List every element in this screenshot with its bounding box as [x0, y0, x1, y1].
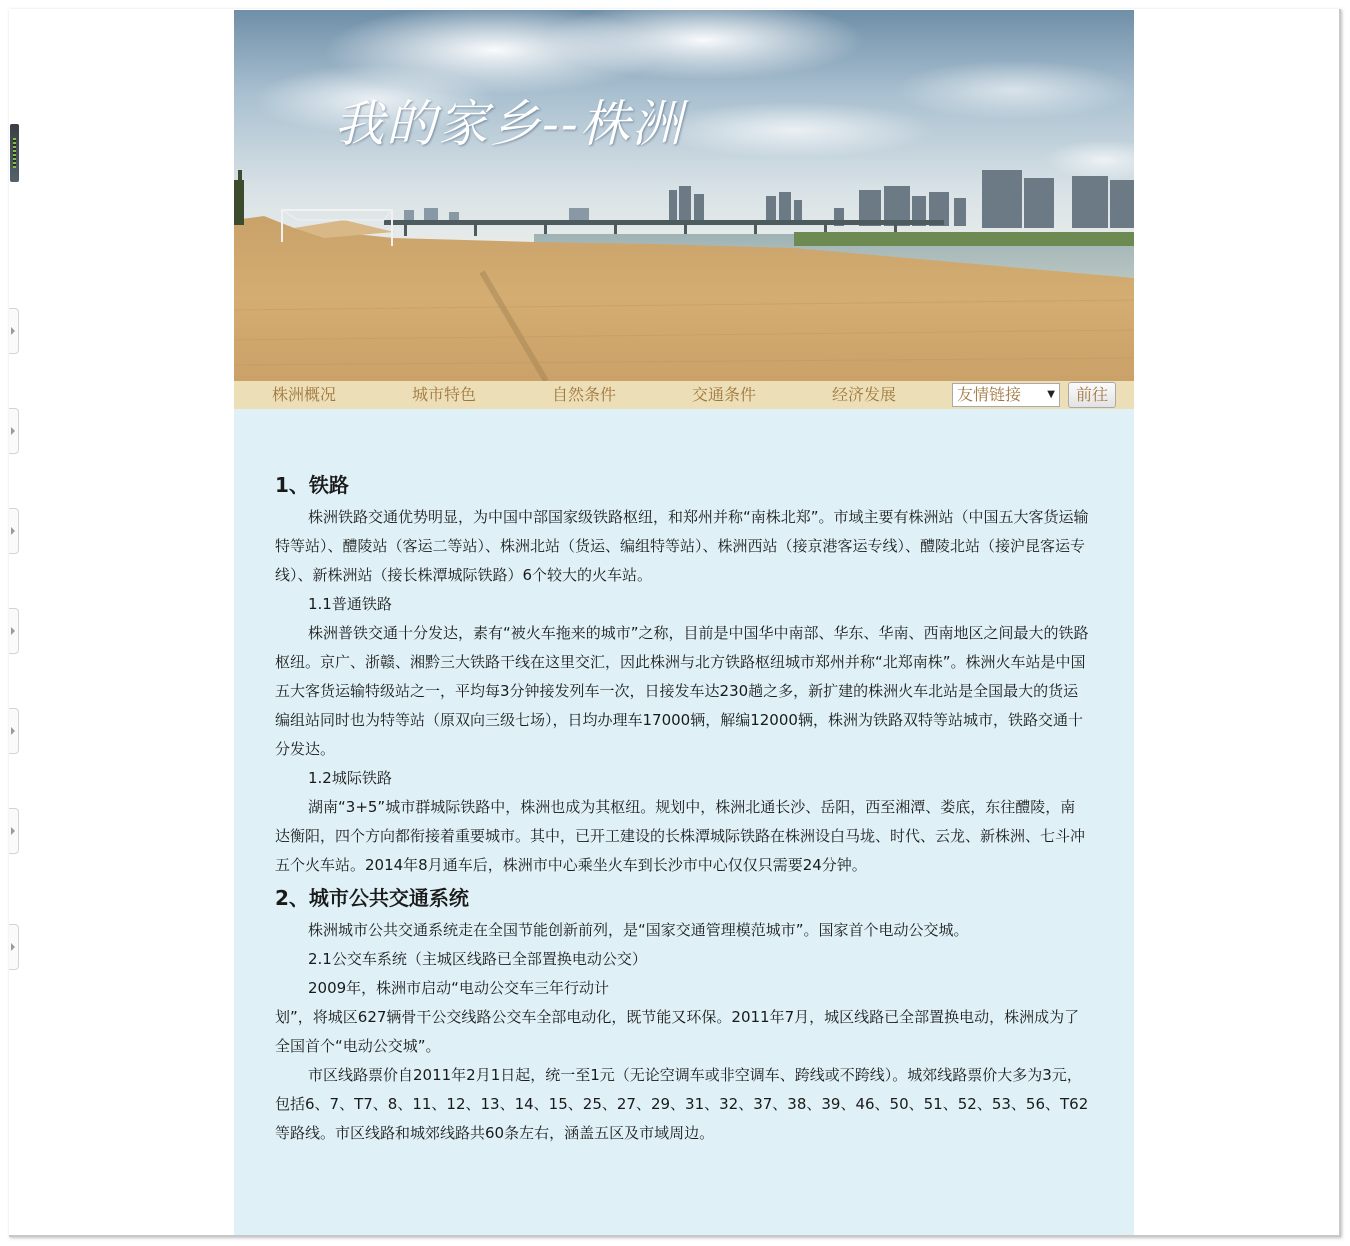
header-banner — [234, 10, 1134, 381]
main-navigation — [234, 381, 1134, 409]
ordinary-railway-paragraph: 株洲普铁交通十分发达，素有“被火车拖来的城市”之称，目前是中国华中南部、华东、华南、西南地区之间最大的铁路枢纽。京广、浙赣、湘黔三大铁路干线在这里交汇，因此株洲与北方铁路枢纽城市郑州并称“北郑南株”。株洲火车站是中国五大客货运输特级站之一，平均每3分钟接发列车一次，日接发车达230趟之多，新扩建的株洲火车北站是全国最大的货运编组站同时也为特等站（原双向三级七场），日均办理车17000辆，解编12000辆，株洲为铁路双特等站城市，铁路交通十分发达。 — [275, 624, 1089, 758]
nav-item-overview[interactable]: 株洲概况 — [271, 385, 336, 404]
intercity-railway-paragraph: 湖南“3+5”城市群城际铁路中，株洲也成为其枢纽。规划中，株洲北通长沙、岳阳，西至湘潭、娄底，东往醴陵，南达衡阳，四个方向都衔接着重要城市。其中，已开工建设的长株潭城际铁路在株洲设白马垅、时代、云龙、新株洲、七斗冲五个火车站。2014年8月通车后，株洲市中心乘坐火车到长沙市中心仅仅只需要24分钟。 — [275, 798, 1086, 874]
page-container — [234, 10, 1134, 1235]
railway-intro-paragraph: 株洲铁路交通优势明显，为中国中部国家级铁路枢纽，和郑州并称“南株北郑”。市域主要有株洲站（中国五大客货运输特等站）、醴陵站（客运二等站）、株洲北站（货运、编组特等站）、株洲西站（接京港客运专线）、醴陵北站（接沪昆客运专线）、新株洲站（接长株潭城际铁路）6个较大的火车站。 — [275, 508, 1089, 584]
dropdown-arrow-icon: ▼ — [1047, 389, 1055, 400]
nav-item-city-features[interactable]: 城市特色 — [411, 385, 476, 404]
go-button[interactable]: 前往 — [1068, 382, 1116, 408]
gutter-expand-tab[interactable] — [9, 508, 19, 554]
nav-item-natural-conditions[interactable]: 自然条件 — [551, 385, 616, 404]
left-gutter — [0, 0, 20, 1246]
subheading-intercity-railway: 1.2城际铁路 — [308, 769, 392, 787]
banner-landscape-image — [234, 10, 1134, 381]
bus-fare-paragraph: 市区线路票价自2011年2月1日起，统一至1元（无论空调车或非空调车、跨线或不跨线）。城郊线路票价大多为3元，包括6、7、T7、8、11、12、13、14、15、25、27、29、31、32、37、38、39、46、50、51、52、53、56、T62等路线。市区线路和城郊线路共60条左右，涵盖五区及市域周边。 — [275, 1066, 1089, 1142]
nav-item-economy[interactable]: 经济发展 — [831, 385, 896, 404]
gutter-expand-tab[interactable] — [9, 408, 19, 454]
banner-title: 我的家乡--株洲 — [334, 95, 684, 153]
subheading-bus-system: 2.1公交车系统（主城区线路已全部置换电动公交） — [308, 950, 647, 968]
friend-links-selected-value: 友情链接 — [957, 385, 1022, 404]
public-transit-intro-paragraph: 株洲城市公共交通系统走在全国节能创新前列，是“国家交通管理模范城市”。国家首个电动公交城。 — [308, 921, 969, 939]
bus-system-paragraph-line1: 2009年，株洲市启动“电动公交车三年行动计 — [308, 979, 609, 997]
gutter-expand-tab[interactable] — [9, 924, 19, 970]
gutter-expand-tab[interactable] — [9, 608, 19, 654]
gutter-handle[interactable] — [10, 124, 19, 182]
subheading-ordinary-railway: 1.1普通铁路 — [308, 595, 392, 613]
gutter-expand-tab[interactable] — [9, 308, 19, 354]
gutter-expand-tab[interactable] — [9, 708, 19, 754]
gutter-expand-tab[interactable] — [9, 808, 19, 854]
friend-links-select[interactable] — [952, 383, 1060, 407]
bus-system-paragraph-continued: 划”，将城区627辆骨干公交线路公交车全部电动化，既节能又环保。2011年7月，城区线路已全部置换电动，株洲成为了全国首个“电动公交城”。 — [275, 1008, 1080, 1055]
section-heading-public-transit: 2、城市公共交通系统 — [275, 886, 469, 910]
section-heading-railway: 1、铁路 — [275, 473, 349, 497]
nav-item-transport[interactable]: 交通条件 — [691, 385, 756, 404]
article-content — [234, 409, 1134, 1148]
